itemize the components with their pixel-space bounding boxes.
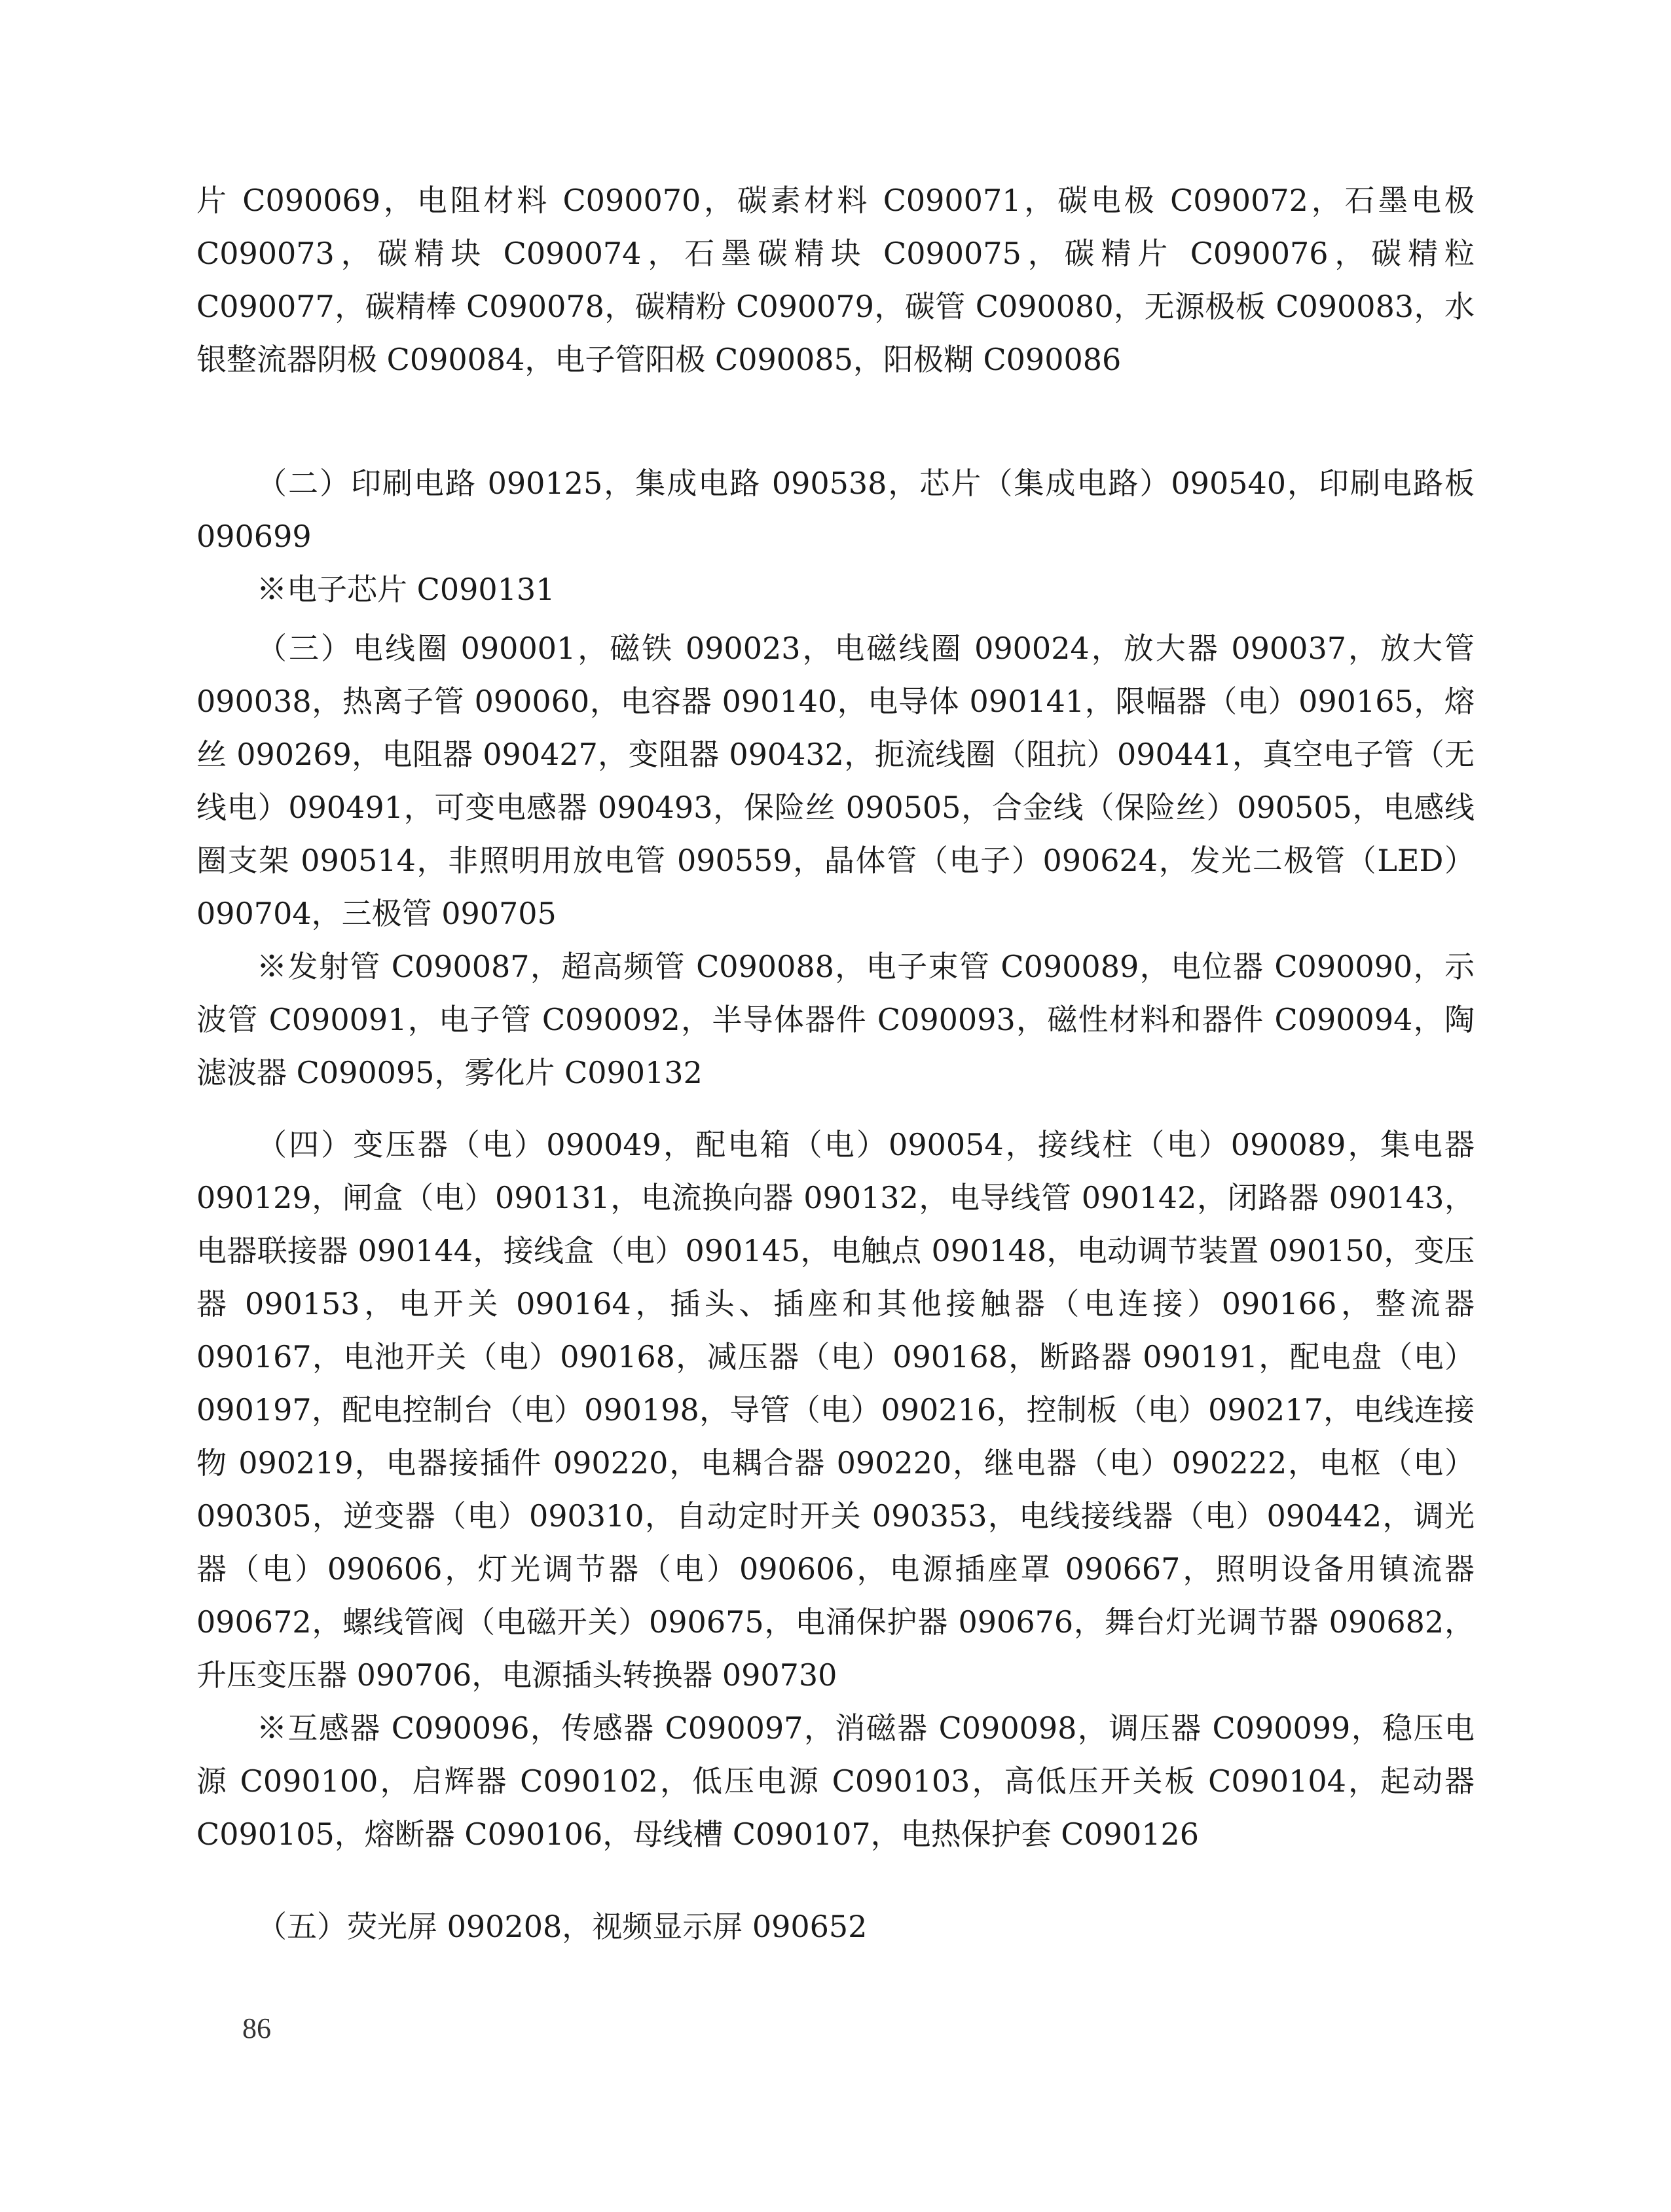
- item-paragraph: 片 C090069，电阻材料 C090070，碳素材料 C090071，碳电极 C090072，石墨电极 C090073，碳精块 C090074，石墨碳精块 C090075，碳精片 C090076，碳精粒 C090077，碳精棒 C090078，碳精粉 C090079，碳管 C090080，无源极板 C090083，水银整流器阴极 C090084，电子管阳极 C090085，阳极糊 C090086: [196, 183, 1475, 377]
- section-4-note-paragraph: ※互感器 C090096，传感器 C090097，消磁器 C090098，调压器 C090099，稳压电源 C090100，启辉器 C090102，低压电源 C090103，高低压开关板 C090104，起动器 C090105，熔断器 C090106，母线槽 C090107，电热保护套 C090126: [196, 1710, 1475, 1852]
- page-number: 86: [242, 2012, 271, 2044]
- continued-item-list: [196, 174, 1475, 386]
- section-3-heading-paragraph: （三）电线圈 090001，磁铁 090023，电磁线圈 090024，放大器 090037，放大管 090038，热离子管 090060，电容器 090140，电导体 090141，限幅器（电）090165，熔丝 090269，电阻器 090427，变阻器 090432，扼流线圈（阻抗）090441，真空电子管（无线电）090491，可变电感器 090493，保险丝 090505，合金线（保险丝）090505，电感线圈支架 090514，非照明用放电管 090559，晶体管（电子）090624，发光二极管（LED）090704，三极管 090705: [196, 631, 1475, 931]
- section-4-heading-paragraph: （四）变压器（电）090049，配电箱（电）090054，接线柱（电）090089，集电器 090129，闸盒（电）090131，电流换向器 090132，电导线管 090142，闭路器 090143，电器联接器 090144，接线盒（电）090145，电触点 090148，电动调节装置 090150，变压器 090153，电开关 090164，插头、插座和其他接触器（电连接）090166，整流器 090167，电池开关（电）090168，减压器（电）090168，断路器 090191，配电盘（电）090197，配电控制台（电）090198，导管（电）090216，控制板（电）090217，电线连接物 090219，电器接插件 090220，电耦合器 090220，继电器（电）090222，电枢（电）090305，逆变器（电）090310，自动定时开关 090353，电线接线器（电）090442，调光器（电）090606，灯光调节器（电）090606，电源插座罩 090667，照明设备用镇流器 090672，螺线管阀（电磁开关）090675，电涌保护器 090676，舞台灯光调节器 090682，升压变压器 090706，电源插头转换器 090730: [196, 1127, 1475, 1693]
- section-5: [196, 1900, 1475, 1953]
- section-2: [196, 457, 1475, 616]
- section-3-note-paragraph: ※发射管 C090087，超高频管 C090088，电子束管 C090089，电位器 C090090，示波管 C090091，电子管 C090092，半导体器件 C090093，磁性材料和器件 C090094，陶滤波器 C090095，雾化片 C090132: [196, 949, 1475, 1090]
- section-3: [196, 622, 1475, 1099]
- section-2-note-paragraph: ※电子芯片 C090131: [257, 572, 555, 607]
- section-2-heading-paragraph: （二）印刷电路 090125，集成电路 090538，芯片（集成电路）090540，印刷电路板 090699: [196, 466, 1475, 554]
- section-4: [196, 1118, 1475, 1861]
- section-5-heading-paragraph: （五）荧光屏 090208，视频显示屏 090652: [257, 1909, 868, 1944]
